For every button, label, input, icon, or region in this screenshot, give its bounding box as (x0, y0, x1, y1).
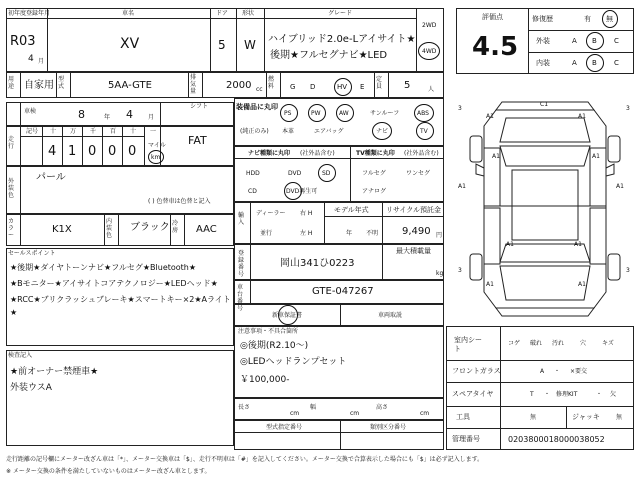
color-code-value: K1X (52, 224, 72, 235)
mileage-label: 走行 (8, 136, 15, 150)
spare-item-3: ・ (596, 391, 603, 398)
docs-box (234, 304, 444, 326)
chassis-label: 車台番号 (237, 284, 244, 312)
grade-value: ハイブリッド2.0e-Lアイサイト★ (268, 34, 416, 45)
max-load-label: 最大積載量 (396, 247, 431, 255)
model-year-year-unit: 年 (346, 230, 353, 237)
equip-sunroof: サンルーフ (370, 110, 400, 117)
mileage-digit-label-4: 百 (110, 128, 117, 135)
type-value: 5AA-GTE (108, 80, 152, 91)
equip-navi: ナビ (376, 128, 389, 135)
length-unit: cm (290, 410, 300, 417)
notes-line-0: ◎後期(R2.10〜) (240, 341, 309, 351)
spare-item-4: 欠 (610, 391, 617, 398)
import-left-h: 左 H (300, 230, 313, 237)
glass-item-0: A (540, 368, 545, 375)
max-load-unit: kg (436, 270, 444, 277)
seat-item-1: 破れ (530, 340, 543, 347)
inspection-year-unit: 年 (104, 114, 111, 121)
fuel-opt-d: D (310, 83, 316, 91)
diagram-label-3-tl: 3 (458, 105, 462, 112)
diagram-label-3-bl: 3 (458, 267, 462, 274)
fuel-opt-g: G (290, 83, 296, 91)
jack-value: 無 (616, 414, 623, 421)
chassis-value: GTE-047267 (312, 286, 374, 297)
seat-item-0: コゲ (508, 340, 521, 347)
diagram-label-a1-d: A1 (592, 153, 600, 160)
spare-item-2: 修理KIT (556, 391, 578, 398)
exterior-opt-a: A (572, 37, 577, 45)
sales-points-label: セールスポイント (8, 250, 56, 257)
exterior-label: 外装 (536, 37, 550, 45)
first-reg-value: R03 (10, 34, 36, 49)
inspector-line-0: ★前オーナー禁煙車★ (10, 367, 99, 377)
shape-value: W (244, 38, 256, 52)
tools-label: 工具 (456, 413, 470, 421)
fuel-label: 燃料 (268, 76, 275, 90)
grade-label: グレード (328, 10, 353, 17)
category-label: 類別区分番号 (370, 424, 407, 431)
mileage-digit-3: 0 (88, 144, 97, 159)
mileage-unit-mile: マイル (148, 142, 166, 149)
inspection-month: 4 (126, 108, 133, 121)
navi-hdd: HDD (246, 170, 260, 177)
import-right-h: 右 H (300, 210, 313, 217)
interior-opt-c: C (614, 59, 619, 67)
sales-line-3: ★ (10, 308, 18, 317)
mileage-digit-label-5: 十 (130, 128, 137, 135)
glass-item-2: ×要交 (570, 368, 588, 375)
mileage-digit-1: 4 (48, 144, 57, 159)
exterior-color-value: パール (36, 172, 66, 183)
interior-label: 内装 (536, 59, 550, 67)
displacement-value: 2000 (226, 80, 252, 91)
first-reg-month: 4 (28, 54, 34, 64)
navi-label: ナビ種類に丸印 (248, 150, 291, 157)
tv-label: TV種類に丸印 (356, 150, 395, 157)
recycle-unit: 円 (436, 232, 443, 239)
tv-analog: アナログ (362, 188, 387, 195)
plate-value: 岡山341ひ0223 (280, 258, 355, 269)
diagram-label-a1-c: A1 (492, 153, 500, 160)
fuel-opt-hv: HV (337, 83, 348, 91)
mileage-digit-label-1: 十 (50, 128, 57, 135)
spare-label: スペアタイヤ (452, 390, 494, 398)
dimensions-row (234, 398, 444, 420)
mileage-row (6, 126, 234, 166)
spare-item-0: T (530, 391, 534, 398)
glass-item-1: ・ (554, 368, 561, 375)
displacement-unit: cc (256, 86, 263, 93)
diagram-label-a1-j: A1 (574, 241, 582, 248)
inspection-month-unit: 月 (148, 114, 155, 121)
mileage-digit-label-2: 万 (70, 128, 77, 135)
tv-oneseg: ワンセグ (406, 170, 431, 177)
capacity-label: 定員 (376, 76, 383, 90)
mgmt-value: 0203800018000038052 (508, 435, 605, 444)
import-label: 輸入 (238, 212, 245, 226)
diagram-label-a1-f: A1 (616, 183, 624, 190)
footer-line-1: 走行距離の記号欄にメーター改ざん車は「*」、メーター交換車は「$」、走行不明車は「#」を記入してください。メーター交換で合算表示した場合にも「$」は必ず記入します。 (6, 456, 484, 463)
shift-label: シフト (190, 103, 209, 110)
seat-item-3: 穴 (580, 340, 587, 347)
exterior-opt-b: B (592, 37, 597, 45)
mileage-digit-2: 1 (68, 144, 77, 159)
drive-2wd: 2WD (422, 22, 437, 29)
tv-fullseg: フルセグ (362, 170, 386, 177)
grade-value-2: 後期★フルセグナビ★LED (270, 50, 388, 61)
inspector-line-1: 外装ウスA (10, 383, 52, 393)
type-label: 型式 (58, 76, 65, 90)
shape-label: 形状 (242, 10, 255, 17)
mgmt-label: 管理番号 (452, 435, 480, 443)
interior-color-value: ブラック (130, 222, 170, 233)
navi-sublabel: (社外品含む) (300, 150, 335, 157)
car-manual-label: 車両取説 (378, 312, 403, 319)
interior-color-label: 内装色 (106, 218, 113, 239)
mileage-digit-label-0: 記号 (26, 128, 39, 135)
shift-value: FAT (188, 134, 207, 147)
plate-label: 登録番号 (238, 250, 245, 278)
exterior-color-label: 外装色 (8, 178, 15, 199)
diagram-label-a1-g: A1 (486, 281, 494, 288)
diagram-label-3-br: 3 (626, 267, 630, 274)
mileage-unit-km: km (151, 154, 161, 161)
jack-label: ジャッキ (572, 413, 600, 421)
tools-value: 無 (530, 414, 537, 421)
import-dealer: ディーラー (256, 210, 286, 217)
doors-value: 5 (218, 38, 226, 52)
footer-line-2: ※ メーター交換の条件を満たしていないものはメーター改ざん車とします。 (6, 468, 211, 475)
equipment-sublabel: (純正のみ) (240, 128, 269, 135)
inspection-label: 車検 (24, 108, 37, 115)
height-unit: cm (420, 410, 430, 417)
sales-line-1: ★Bモニター★アイサイトコアテクノロジー★LEDヘッド★ (10, 279, 218, 288)
score-value: 4.5 (472, 32, 519, 62)
first-reg-label: 初年度登録年月 (8, 10, 51, 17)
diagram-label-c1: C1 (540, 101, 549, 108)
seat-item-4: キズ (602, 340, 614, 347)
mileage-digit-label-3: 千 (90, 128, 97, 135)
diagram-label-a1-a: A1 (486, 113, 494, 120)
import-parallel: 並行 (260, 230, 273, 237)
equip-pw: PW (311, 110, 321, 117)
doors-label: ドア (216, 10, 228, 17)
equip-leather: 本革 (282, 128, 295, 135)
equip-abs: ABS (417, 110, 429, 117)
equip-airbag: エアバッグ (314, 128, 344, 135)
usage-value: 自家用 (24, 80, 54, 91)
car-diagram (456, 96, 634, 322)
inspector-notes-label: 検査記入 (8, 352, 33, 359)
mileage-digit-5: 0 (128, 144, 137, 159)
navi-cd: CD (248, 188, 257, 195)
capacity-unit: 人 (428, 86, 435, 93)
navi-sd: SD (322, 170, 331, 177)
model-year-label: モデル年式 (334, 206, 369, 214)
designation-label: 型式指定番号 (266, 424, 303, 431)
diagram-label-3-tr: 3 (626, 105, 630, 112)
navi-dvd: DVD (288, 170, 302, 177)
model-year-unknown: 不明 (366, 230, 379, 237)
model-value: XV (120, 36, 140, 52)
exterior-opt-c: C (614, 37, 619, 45)
fuel-opt-e: E (360, 83, 365, 91)
equip-aw: AW (339, 110, 349, 117)
interior-opt-a: A (572, 59, 577, 67)
model-label: 車名 (122, 10, 135, 17)
sales-line-2: ★RCC★ブリクラッシュブレーキ★スマートキー×2★Aライト (10, 295, 231, 304)
tv-sublabel: (社外品含む) (404, 150, 439, 157)
ac-label: 冷房 (172, 220, 179, 234)
displacement-label: 排気量 (190, 74, 197, 95)
interior-opt-b: B (592, 59, 597, 67)
seat-label: 室内シート (454, 336, 482, 353)
history-label: 修復歴 (532, 15, 553, 23)
notes-line-2: ￥100,000- (240, 375, 290, 385)
length-label: 長さ (238, 404, 251, 411)
diagram-label-a1-e: A1 (458, 183, 466, 190)
diagram-label-a1-i: A1 (506, 241, 514, 248)
equip-ps: PS (284, 110, 292, 117)
width-unit: cm (350, 410, 360, 417)
mileage-digit-4: 0 (108, 144, 117, 159)
navi-dvdplay: DVD再生可 (286, 188, 318, 195)
recycle-value: 9,490 (402, 226, 431, 237)
seat-item-2: 汚れ (552, 340, 565, 347)
capacity-value: 5 (404, 80, 411, 91)
diagram-label-a1-b: A1 (578, 113, 586, 120)
first-reg-month-unit: 月 (38, 58, 45, 65)
color-note: ( ) 色替車は色替と記入 (148, 198, 211, 205)
color-code-label: カラー (8, 218, 15, 239)
usage-label: 用途 (8, 76, 15, 90)
equip-tv: TV (420, 128, 428, 135)
inspection-year: 8 (78, 108, 85, 121)
history-opt-no: 無 (606, 15, 613, 23)
mileage-digit-label-6: 一 (150, 128, 157, 135)
equipment-label: 装備品に丸印 (236, 103, 278, 111)
glass-label: フロントガラス (452, 367, 501, 375)
score-label: 評価点 (482, 13, 503, 21)
notes-line-1: ◎LEDヘッドランプセット (240, 357, 347, 367)
notes-header: 注意事項・不具合箇所 (238, 328, 299, 335)
diagram-label-a1-h: A1 (578, 281, 586, 288)
drive-4wd: 4WD (422, 48, 437, 55)
recycle-label: リサイクル預託金 (386, 206, 442, 214)
height-label: 高さ (376, 404, 389, 411)
width-label: 幅 (310, 404, 317, 411)
ac-value: AAC (196, 224, 217, 235)
manual-label: 新車保証書 (272, 312, 303, 319)
sales-line-0: ★後期★ダイヤトーンナビ★フルセグ★Bluetooth★ (10, 263, 197, 272)
spare-item-1: ・ (544, 391, 551, 398)
history-opt-yes: 有 (584, 15, 591, 23)
